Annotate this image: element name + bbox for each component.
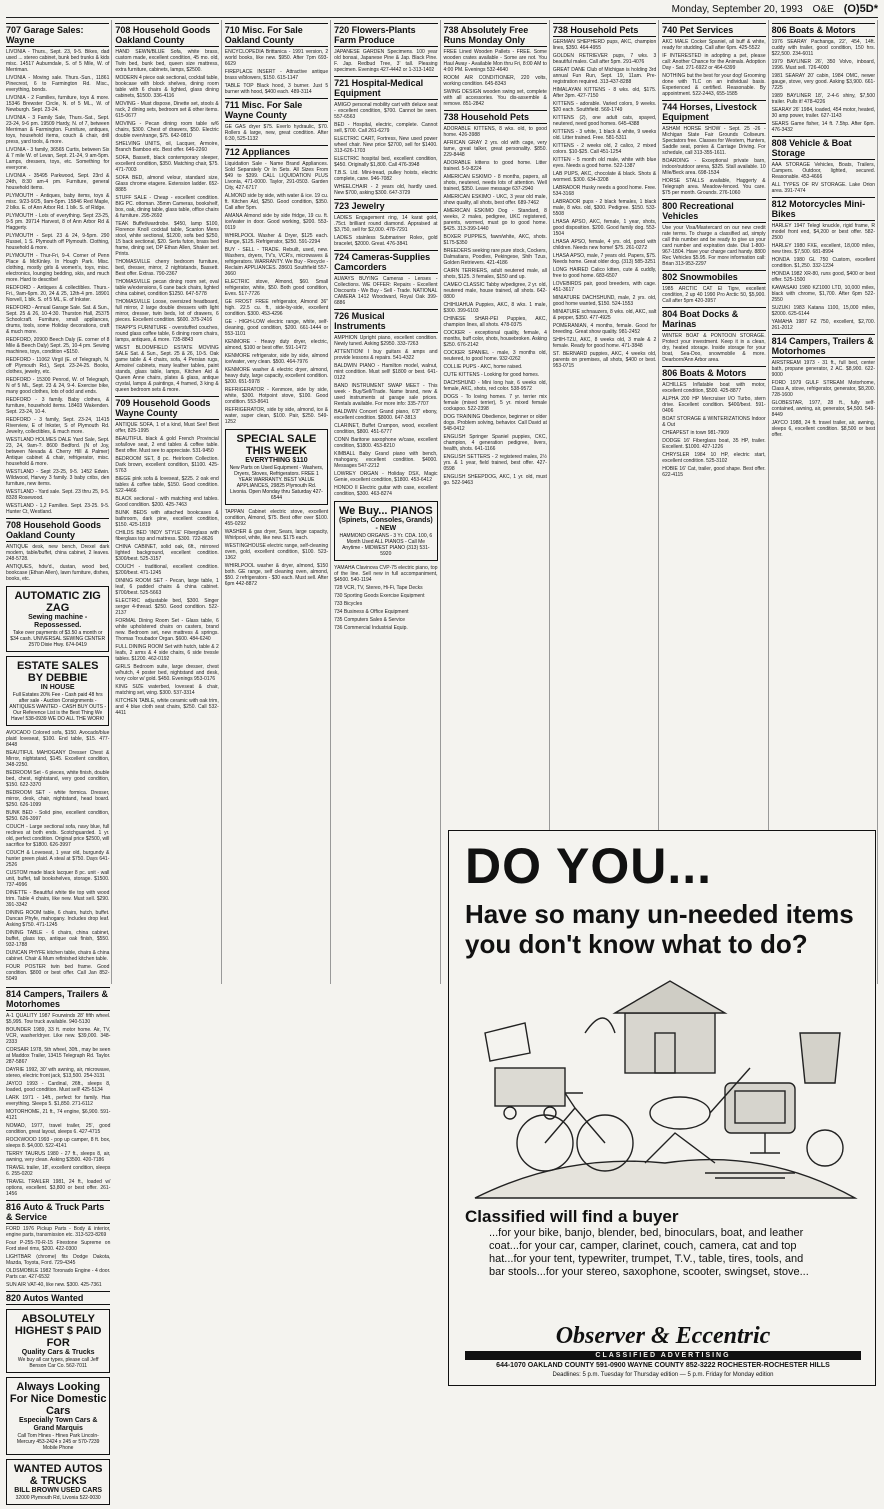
classified-ad: CORSAIR 1978, 5th wheel, 30ft., may be seen at Maddox Trailer, 13415 Telegraph Rd. Taylor. 287-5867 bbox=[6, 1047, 111, 1065]
category-heading: 721 Hospital-Medical Equipment bbox=[334, 76, 437, 100]
classified-ad: LONG HAIRED Calico kitten, cute & cuddly, free to good home. 683-6507 bbox=[552, 267, 657, 279]
classified-ad: WASHER & gas dryer, Sears, large capacity, Whirlpool, white, like new. $175 each. bbox=[224, 529, 329, 541]
classified-ad: 728 VCR, TV, Stereo, Hi-Fi, Tape Decks bbox=[334, 585, 423, 591]
classified-ad: KAWASAKI 1980 KZ1000 LTD, 10,000 miles, black with chrome, $1,700. After 6pm 522-2550 bbox=[771, 285, 875, 303]
classified-ad: DINETTE - Beautiful white tile top with wood trim. Table 4 chairs, like new. Must sell. $290. 391-3342 bbox=[6, 890, 110, 908]
classified-ad: CAIRN TERRIERS, adult neutered male, all shots, $125. 3 females, $150 and up. bbox=[443, 268, 547, 280]
category-heading: 723 Jewelry bbox=[334, 199, 437, 213]
classified-ad: KITTENS (2), one adult cats, spayed, neutered, need good homes. 645-4388 bbox=[552, 115, 657, 127]
category-heading: 707 Garage Sales: Wayne bbox=[6, 23, 109, 47]
classified-ad: ALL TYPES OF RV STORAGE. Lake Orion area. 391-7474 bbox=[771, 182, 875, 194]
classified-ad: TABLE TOP Black hood, 3 burner. Just 5 burner with hood, $400 each. 489-3114 bbox=[224, 83, 329, 95]
classified-ad: PLYMOUTH - Sept. 23 & 24, 9-5pm. 290 Russel, 1 S. Plymouth off Plymouth. Clothing, household & more. bbox=[6, 233, 110, 251]
classified-ad: CUTE KITTENS - Looking for good homes. bbox=[443, 372, 540, 378]
classified-ad: TERRY TAURUS 1980 - 27 ft., sleeps 8, air, awning, very clean. Asking $3500. 420-7186 bbox=[6, 1151, 111, 1163]
classified-ad: BOUNDER 1989, 33 ft. motor home. Air, TV, VCR, washer/dryer. Like new. $39,000. 348-2333 bbox=[6, 1027, 111, 1045]
classified-ad: BOAT STORAGE & WINTERIZATIONS Indoor & Out bbox=[662, 416, 766, 428]
classified-ad: AMERICAN ESKIMO - UKC, 3 year old male, show quality, all shots, best offer. 689-7462 bbox=[443, 194, 547, 206]
classified-ad: PLYMOUTH - Lots of everything. Sept 23-25, 9-5 pm. 39714 Harvest, 8 of Ann Arbor Rd & Haggerty. bbox=[6, 213, 110, 231]
classified-ad: DODGE 16' Fiberglass boat, 35 HP, trailer. Excellent. $1000. 427-1226 bbox=[662, 438, 766, 450]
classified-ad: BED - Hospital, electric, complete. Cannot sell, $700. Call 261-6279 bbox=[334, 122, 438, 134]
display-ad-med-text: BILL BROWN USED CARS bbox=[14, 1487, 103, 1494]
classified-ad: PLYMOUTH - Thur-Fri, 9-4. Corner of Penn Place & McKinley. In Hough Park. Misc. clothing, mostly girls & women's, toys, misc. electronics, lounging bedding, skis, and much more. Hard to describe! bbox=[6, 253, 110, 283]
classified-ad: MOTORHOME, 21 ft., 74 engine, $6,900. 591-4121 bbox=[6, 1109, 111, 1121]
classified-ad: IF INTERESTED in adopting a pet, please call: Another Chance for the Animals. Adoption Day - Sat. 271-6922 or 464-6399 bbox=[662, 53, 766, 71]
category-heading: 711 Misc. For Sale Wayne County bbox=[225, 98, 328, 122]
display-ad-box bbox=[6, 656, 109, 726]
display-ad-big-text: WANTED AUTOS & TRUCKS bbox=[13, 1463, 103, 1487]
classified-ad: LOWREY ORGAN - Holiday DSX, Magic Genie, excellent condition, $1800. 453-6412 bbox=[334, 471, 438, 483]
classified-ad: WHIRLPOOL washer & dryer, almond, $150 both. GE range, self cleaning oven, almond, $50. 2 refrigerators - $30 each. Must sell. After 6pm 442-8872 bbox=[224, 563, 329, 587]
classified-ad: ELECTRIC CART, Fortress, New used power wheel chair. New price $2700, sell for $1400. 313-626-1703 bbox=[334, 136, 438, 154]
classified-ad: KENMORE - Heavy duty dryer, electric, almond, $100 or best offer. 591-1472 bbox=[224, 339, 329, 351]
display-ad-box bbox=[6, 1309, 110, 1373]
display-ad-sm-text: 32000 Plymouth Rd, Livonia 522-0030 bbox=[15, 1495, 101, 1501]
category-heading: 806 Boats & Motors bbox=[772, 23, 875, 37]
classified-ad: JAPANESE GARDEN Specimens. 100 year old bonsai, Japanese Pine & Jap. Black Pine. F. Jap. Redbud Tree, 3' tall. Pleasing specimen. Evenings 427-4442 or 1-313-1402 bbox=[334, 49, 438, 73]
promo-phone-numbers: 644-1070 OAKLAND COUNTY 591-0900 WAYNE COUNTY 852-3222 ROCHESTER-ROCHESTER HILLS bbox=[496, 1362, 830, 1369]
classified-ad: LIGHTBAR (chrome) fits Dodge Dakota, Mazda, Toyota, Ford. 729-4345 bbox=[6, 1254, 111, 1266]
page-number: (O)5D* bbox=[843, 3, 878, 15]
classified-ad: WESTLAND HOLMES DALE Yard Sale, Sept. 23, 24, 9am-?. 8600 Bedford. (N of Joy, between Nevada & Cherry Hill & Palmer) Antique cabinet & chair, refrigerator, misc. household & more. bbox=[6, 437, 110, 467]
classified-ad: LIVONIA - Moving sale. Thurs.-Sun., 11861 Pinecrest, 6 to Farmington Rd. Misc., everything, bonds. bbox=[6, 75, 110, 93]
classified-ad: ENGLISH SHEEPDOG, AKC, 1 yr. old, must go. 522-9463 bbox=[443, 474, 547, 486]
classified-ad: GE GAS dryer $75. Everlo hydraulic, $70. Rollers & large, new, great condition. After 6:30, 525-1132 bbox=[224, 124, 329, 142]
classified-ad: ACHILLES Inflatable boat with motor, excellent condition, $500. 425-8877 bbox=[662, 382, 766, 394]
category-heading: 738 Absolutely Free Runs Monday Only bbox=[444, 23, 547, 47]
classified-ad: AMERICAN ESKIMO - 8 months, papers, all shots, neutered, needs lots of attention. Well trained, $350. Leave message 637-2940 bbox=[443, 174, 547, 192]
classified-ad: BEDROOM Set - 6 pieces, white finish, double bed, chest, nightstand, very good condition, $150. 622-3370 bbox=[6, 770, 110, 788]
classified-ad: YAMAHA Clavinova CVP-75 electric piano, top of the line. Sell new in full accompaniment, $4500. 540-1194 bbox=[334, 565, 438, 583]
classified-ad: ANTIQUE desk, new bench, Drexel dark modern, table/buffet, china cabinet, 2 leaves. 248-5728. bbox=[6, 544, 110, 562]
classified-ad: CHILDS BED 'INDY STYLE' Fiberglass with fiberglass top and mattress. $300. 722-8626 bbox=[115, 530, 219, 542]
display-ad-box bbox=[6, 586, 109, 652]
classified-ad: T.B.S. Ltd. Mini-tread, pulley hoists, electric complete, cane. 946-7082 bbox=[334, 170, 438, 182]
classified-ad: WEST BLOOMFIELD ESTATE MOVING SALE Sat. & Sun., Sept. 25 & 26, 10-5. Oak game table & 4 chairs, sofa, 4 Persian rugs, Armoire/ cabinets, many leather tables, paint stands, glass table, lamps, Kitchen Aid & Queen Anne chairs, plates & glass, antique crystal, lamps & paintings, 4 framed, 3 king & queen bedroom sets & more. bbox=[115, 345, 219, 393]
classified-ad: REFRIGERATOR, side by side, almond, ice & water, super clean, $100. Pair, $250. 549-1252 bbox=[224, 407, 329, 425]
promo-headline: DO YOU... bbox=[465, 838, 713, 894]
promo-subhead: Have so many un-needed items you don't know what to do? bbox=[465, 899, 854, 959]
classified-ad: ALMOND side by side, with water & ice. 19 cu. ft. Kitchen Aid, $250. Good condition, $350. Call after 5pm. bbox=[224, 193, 329, 211]
page-header bbox=[6, 2, 878, 16]
category-heading: 744 Horses, Livestock Equipment bbox=[662, 100, 765, 124]
classified-ad: WINTER BOAT & PONTOON STORAGE. Protect your investment. Keep it in a clean, dry, heated storage. Inside storage for your boat, Sea-Doo, snowmobile & more. Dearborn/Ann Arbor area. bbox=[662, 333, 766, 363]
classified-ad: LIVONIA - Thurs., Sept. 23, 9-5. Bikes, dad used ... stereo cabinet, bunk bed trunks & kids misc. 14517 Auburndale, S. of 5 Mile, W. of Merriman. bbox=[6, 49, 110, 73]
classified-ad: DUNCAN PHYFE kitchen table, chairs & china cabinet. Chair & Mum refinished kitchen table. bbox=[6, 950, 110, 962]
classified-column bbox=[115, 20, 221, 984]
classified-ad: WESTINGHOUSE electric range, self-cleaning oven, gold, excellent condition, $100. 523-1362 bbox=[224, 543, 329, 561]
classified-ad: LHASA APSO, male, 7 years old. Papers, $75. Needs home. Great older dog. (313) 585-3251 bbox=[552, 253, 657, 265]
classified-ad: MINIATURE schnauzers, 8 wks. old, AKC, salt & pepper, $350. 477-4925 bbox=[552, 309, 657, 321]
category-heading: 814 Campers, Trailers & Motorhomes bbox=[771, 336, 874, 356]
classified-ad: ST. BERNARD puppies, AKC, 4 weeks old, parents on premises, all shots, $400 or best. 953-0715 bbox=[552, 351, 657, 369]
classified-ad: DOG TRAINING Obedience, beginner or older dogs. Problem solving, behavior. Call David at 548-0412 bbox=[443, 414, 547, 432]
classified-ad: FREE Lined Wooden Pallets - FREE. Some wooden crates available - Some are not. You Haul Away - Available Mon thru Fri, 8:00 AM to 4:00 PM. Evenings 532-4640 bbox=[443, 49, 547, 73]
classified-ad: CAMEO CLASSIC Tabby w/pedigree, 2 yr. old, neutered male, house trained, all shots. 642-0800 bbox=[443, 282, 547, 300]
classified-ad: BIEGE pink sofa & loveseat, $225. 2 oak end tables & coffee table, $150. Good condition. 522-4466 bbox=[115, 476, 219, 494]
classified-ad: WHEELCHAIR - 2 years old, hardly used. New $700, asking $300. 647-3729 bbox=[334, 184, 438, 196]
classified-ad: BUNK BEDS with attached bookcases & bathroom, dark pine, excellent condition, $150. 425-1819 bbox=[115, 510, 219, 528]
category-heading: 814 Campers, Trailers & Motorhomes bbox=[6, 987, 110, 1011]
classified-ad: ATTENTION! I buy guitars & amps and provide lessons & repairs. 541-4322 bbox=[334, 349, 438, 361]
classified-ad: THOMASVILLE pecan dining room set, oval table w/extensions, 6 cane back chairs, lighted china cabinet, condition $1250. 647-5778 bbox=[115, 279, 219, 297]
classified-ad: ELECTRIC stove, Almond, $60. Small refrigerator, white, $50. Both good condition, Eves. 517-7726 bbox=[224, 279, 329, 297]
classified-ad: LIVONIA - 2 Families, furniture, toys & more. 15346 Brewster Circle, N. of 5 ML., W. of Newburgh. Sept. 23-24. bbox=[6, 95, 110, 113]
observer-eccentric-logo: Observer & Eccentric bbox=[555, 1323, 771, 1349]
classified-ad: WESTLAND - Sept 23-25, 9-5. 1452 Edwin. Wildwood, Harvey 3 family. 3 baby cribs, den furniture, new items. bbox=[6, 469, 110, 487]
classified-ad: CUSTOM made black lacquer 8 pc. unit - wall unit, buffet, tall bookshelves, storage. $1500. 737-4996 bbox=[6, 870, 110, 888]
classified-ad: ELECTRIC adjustable bed, $300. Singer serger 4-thread. $250. Good condition. 522-2137 bbox=[115, 598, 219, 616]
classified-ad: 733 Bicycles bbox=[334, 601, 363, 607]
display-ad-big-text: AUTOMATIC ZIG ZAG bbox=[14, 590, 101, 614]
classified-ad: DINING TABLE - 6 chairs, china cabinet, buffet, glass top, antique oak finish, $550. 932-1788 bbox=[6, 930, 110, 948]
classified-ad: KENMORE washer & electric dryer, almond, heavy duty, large capacity, excellent condition. $200. 651-5978 bbox=[224, 367, 329, 385]
display-ad-box bbox=[225, 429, 328, 505]
classified-ad: KITCHEN TABLE, white ceramic with oak trim, and 4 blue cloth seat chairs, $250. Call 532-4411 bbox=[115, 698, 219, 716]
classified-ad: HORSE STALLS available, Haggerty & Telegraph area. Meadow-fenced. You care. $75 per month. Grounds. 276-1060 bbox=[662, 178, 766, 196]
classified-ad: COCKER SPANIEL - male, 3 months old, neutered, to good home. 932-0262 bbox=[443, 350, 547, 362]
classified-advertising-band: CLASSIFIED ADVERTISING bbox=[465, 1351, 861, 1360]
classified-ad: REDFORD - Annual Garage Sale. Sat. & Sun., Sept. 25 & 26, 10-4:30. Thurston Hall, 25375 Schoolcraft. Furniture, small appliances, drums, tools, some Holiday decorations, craft & much more. bbox=[6, 305, 110, 335]
classified-column bbox=[6, 20, 112, 984]
category-heading: 808 Vehicle & Boat Storage bbox=[772, 136, 875, 160]
classified-ad: REFRIGERATOR - Kenmore, side by side, white, $300. Hotpoint stove, $100. Good condition. 553-8641 bbox=[224, 387, 329, 405]
classified-ad: LADIES Engagement ring, 14 karat gold, .75ct. brilliant round diamond. Appraised at $3,750, sell for $2,000. 478-7291 bbox=[334, 215, 438, 233]
display-ad-sm-text: We buy all car types, please call Jeff Benson Car Co. 562-7011 bbox=[17, 1357, 99, 1369]
classified-ad: Use your Visa/Mastercard on our new credit rate terms. To charge a classified ad, simply call this number and be ready to give us your card number and expiration date. Dial 1-800-967-1804. Have your charge card handy. 8800 Rec Vehicles $5.95. For more information call: Brian 313-953-2297 bbox=[662, 225, 766, 267]
classified-ad: ANTIQUES, hdw'd., dustan, wood bed, bookcase (Ethan Allen), lawn furniture, dishes, books, etc. bbox=[6, 564, 110, 582]
display-ad-box bbox=[6, 1459, 110, 1505]
category-heading: 806 Boats & Motors bbox=[662, 366, 765, 380]
paper-name: O&E bbox=[812, 3, 834, 15]
classified-ad: ASHAM HORSE SHOW - Sept. 25 -26 - Michigan State Fair Grounds Coliseum. Spectators free. Classes for Western, Hunters, Saddle seat, ponies & Carriage Driving. For schedule, call 313-355-1611. bbox=[662, 126, 766, 156]
classified-ad: TRAPP'S FURNITURE - overstuffed couches, round glass coffee table, 6 dining room chairs, lamps, antiques, & more. 735-8843 bbox=[115, 325, 219, 343]
classified-ad: MOVING - Must dispose, Dinette set, stools & rack, 2 dining sets, bedroom set & other items. 615-0677 bbox=[115, 101, 219, 119]
classified-ad: CONN Baritone saxophone w/case, excellent condition, $1800. 453-8210 bbox=[334, 437, 438, 449]
classified-ad: LIVONIA - 3 family, 36565 Curtis, between Six & 7 mile W. of Levan, Sept. 21-24, 9 am-5pm. Lamps, dressers, toys, etc. Something for everyone. bbox=[6, 147, 110, 171]
classified-ad: REDFORD - 3 family, Sept. 23-24, 11415 Riverview, E of Inkster, S of Plymouth Rd. Jewelry, collectibles, & much more. bbox=[6, 417, 110, 435]
classified-ad: 1979 BAYLINER 26', 350 Volvo, inboard, 1996. Must sell. 726-4000 bbox=[771, 59, 875, 71]
classified-ad: BLACK sectional - with matching end tables. Good condition. $200. 425-7463 bbox=[115, 496, 219, 508]
classified-ad: SHELVING UNITS, oil, Lacquer, Armoire, Branch Bamboo etc. Best offer. 646-2260 bbox=[115, 141, 219, 153]
classified-ad: BUNK BED - Solid pine, excellent condition, $250. 626-3997 bbox=[6, 810, 110, 822]
classified-ad: AVOCADO Colored sofa, $150. Avocado/blue plaid loveseat, $100. End table, $15. 477-8448 bbox=[6, 730, 110, 748]
classified-ad: BREEDERS seeking rare pure stock, Cockers, Dalmatians, Poodles, Pekingese, Shih Tzus, Golden Retrievers. 421-4186 bbox=[443, 248, 547, 266]
classified-ad: BALDWIN Concert Grand piano, 6'3" ebony, excellent condition. $8000. 647-3813 bbox=[334, 409, 438, 421]
classified-ad: GOLDEN RETRIEVER pups, 7 wks. 3 beautiful males. Call after 5pm. 291-4076 bbox=[552, 53, 657, 65]
classified-ad: 730 Sporting Goods Exercise Equipment bbox=[334, 593, 425, 599]
category-heading: 738 Household Pets bbox=[553, 23, 656, 37]
classified-ad: GIRLS Bedroom suite, large dresser, chest w/hutch, 4 poster bed, nightstand and desk, ivory color w/ gold. $450. Evenings 953-0176 bbox=[115, 664, 219, 682]
classified-ad: LADIES stainless Submariner Rolex, gold bracelet, $2000. Great. 476-3841 bbox=[334, 235, 438, 247]
classified-ad: SWING DESIGN wooden swing set, complete with all accessories. You dis-assemble & remove. 851-2842 bbox=[443, 89, 547, 107]
classified-ad: LABRADOR Husky needs a good home. Free. 534-3168 bbox=[552, 185, 657, 197]
issue-date: Monday, September 20, 1993 bbox=[671, 3, 803, 15]
category-heading: 816 Auto & Truck Parts & Service bbox=[6, 1200, 110, 1224]
classified-ad: WESTLAND - Yard sale. Sept. 23 thru 25, 9-5. 8328 Rosewood. bbox=[6, 489, 110, 501]
classified-ad: LIVONIA - 3 Family Sale, Thurs.-Sat., Sept. 23-24, 9-6 pm. 19509 Hardy, N. of 7, between Merriman & Farmington. Furniture, antiques, toys, household items, couch & chair, drill press, yard tools, & more. bbox=[6, 115, 110, 145]
classified-ad: DINING ROOM table, 6 chairs, hutch, buffet. Duncan Phyfe, mahogany. Includes drop leaf. Asking $750. 471-1245 bbox=[6, 910, 110, 928]
classified-ad: HONDA 1980 GL 750 Custom, excellent condition. $1,250. 332-1234 bbox=[771, 257, 875, 269]
classified-ad: LARK 1971 - 14ft., perfect for family. Has everything. Sleeps 5. $1,850. 271-6112 bbox=[6, 1095, 111, 1107]
classified-ad: COUCH & Loveseat, 1 year old, burgundy & hunter green plaid. A steal at $750. Days 641-2526 bbox=[6, 850, 110, 868]
classified-ad: HARLEY 1947 Telegl knuckle, rigid frame, R model front end, $4,200 or best offer. 582-2500 bbox=[771, 223, 875, 241]
classified-column bbox=[334, 20, 440, 984]
classified-ad: ELECTRIC hospital bed, excellent condition, $450. Originally $1,800. Call 476-3948 bbox=[334, 156, 438, 168]
classified-ad: FORMAL Dining Room Set - Glass table, 6 white upholstered chairs on casters, brand new. Bedroom set, new mattress & springs. Thomas Troubador Organ. $600. 484-6240 bbox=[115, 618, 219, 642]
classified-ad: SHIH-TZU, AKC, 8 weeks old, 3 male & 2 female. Ready for good home. 471-3848 bbox=[552, 337, 657, 349]
classified-ad: THOMASVILLE cherry bedroom furniture, bed, dresser, mirror, 2 nightstands, Bassett. Best offer. Extras. 790-2367 bbox=[115, 259, 219, 277]
classified-ad: CHINA CABINET, solid oak, 6ft., mirrored lighted background, excellent condition. $300/best. 525-3157 bbox=[115, 544, 219, 562]
classified-ad: AMPHION Upright piano, excellent condition. Newly tuned. Asking $2950. 333-7263 bbox=[334, 335, 438, 347]
display-ad-med-text: EVERYTHING $110 bbox=[245, 457, 308, 464]
category-heading: 724 Cameras-Supplies Camcorders bbox=[334, 250, 437, 274]
classified-ad: HIMALAYAN KITTENS - 8 wks. old, $175. After 3pm. 427-7150 bbox=[552, 87, 657, 99]
classified-ad: MOVING - Pecan dining room table w/6 chairs, $300. Chest of drawers, $50. Electric double oven/range, $75. 642-0810 bbox=[115, 121, 219, 139]
classified-ad: AMIGO personal mobility cart with deluxe seat - excellent condition, $700. Cannot be seen. 557-6563 bbox=[334, 102, 438, 120]
classified-ad: AMANA Almond side by side fridge, 19 cu. ft. ice/water in door. Good working, $200. 553-0119 bbox=[224, 213, 329, 231]
classified-ad: AIRSTREAM 1973 - 31 ft., full bed, center bath, propane generator, 2 AC. $8,900. 622-9000 bbox=[771, 360, 875, 378]
display-ad-med-text: Especially Town Cars & Grand Marquis bbox=[18, 1417, 98, 1432]
classified-ad: CHRYSLER 1984 10 HP, electric start, excellent condition. 525-3102 bbox=[662, 452, 766, 464]
classified-ad: SUZUKI 1983 Katana 1100, 15,000 miles, $2000. 625-6144 bbox=[771, 305, 875, 317]
classified-ad: FIREPLACE INSERT - Attractive antique brass w/blowers, $150. 615-1147 bbox=[224, 69, 329, 81]
classified-ad: AFRICAN GRAY 2 yrs. old with cage, very tame, great talker, great personality. $850. 229-8448 bbox=[443, 140, 547, 158]
promo-deadlines: Deadlines: 5 p.m. Tuesday for Thursday edition — 5 p.m. Friday for Monday edition bbox=[552, 1372, 774, 1378]
display-ad-big-text: Always Looking For Nice Domestic Cars bbox=[9, 1381, 107, 1417]
classified-ad: KITTENS - adorable. Varied colors, 9 weeks. $20 each. Southfield. 569-1749 bbox=[552, 101, 657, 113]
category-heading: 812 Motorcycles Mini-Bikes bbox=[772, 197, 875, 221]
classified-ad: AAA STORAGE Vehicles, Boats, Trailers, Campers. Outdoor, lighted, secured. Reasonable. 453-4666 bbox=[771, 162, 875, 180]
classified-ad: KITTENS - 2 weeks old, 2 calico, 2 mixed colors. $10-$25. Call 451-1254 bbox=[552, 143, 657, 155]
display-ad-med-text: IN HOUSE bbox=[40, 684, 75, 691]
classified-ad: A-1 QUALITY 1987 Fourwinds 28' fifth wheel. $5,995. Tow truck available. 940-5130 bbox=[6, 1013, 111, 1025]
classified-ad: HONDO II Electric guitar with case, excellent condition, $300. 463-8274 bbox=[334, 485, 438, 497]
classified-ad: FULL DINING ROOM Set with hutch, table & 2 leafs, 2 arms & 4 side chairs, 6 side tressle tables. $1200. 462-0192 bbox=[115, 644, 219, 662]
classified-ad: BOXER PUPPIES, fawn/white, AKC, shots. $175-$350 bbox=[443, 234, 547, 246]
classified-ad: TAPPAN Cabinet electric stove, excellent condition, Almond, $75. Best offer over $100. 455-0292 bbox=[224, 509, 329, 527]
promo-body-text: ...for your bike, banjo, blender, bed, binoculars, boat, and leather coat...for your car, camper, clarinet, couch, camera, cat and top hat...for your tent, typewriter, trumpet, T.V., table, tires, tools, and bar stools...for your stereo, saxophone, scooter, swingset, stove... bbox=[489, 1227, 809, 1278]
classified-ad: COUCH - Large sectional sofa, navy blue, full reclines at both ends. Scotchguarded. 1 yr. old, perfect condition. Original price $2500, will sacrifice for $1800. 626-3997 bbox=[6, 824, 110, 848]
header-rule bbox=[6, 17, 878, 18]
classified-ad: MINIATURE DACHSHUND, male, 2 yrs. old, good home wanted, $150. 524-1553 bbox=[552, 295, 657, 307]
classified-ad: ADORABLE kittens to good home. Litter trained. 5-9-8224 bbox=[443, 160, 547, 172]
display-ad-med-text: (Spinets, Consoles, Grands) - NEW bbox=[338, 517, 433, 532]
classified-ad: LIVONIA - 35495 Parkwood, Sept. 23rd & 24th, 8:30 am-4 pm. Furniture, general household items. bbox=[6, 173, 110, 191]
category-heading: 802 Snowmobiles bbox=[662, 270, 765, 284]
display-ad-med-text: Quality Cars & Trucks bbox=[21, 1349, 95, 1356]
classified-ad: ROOM AIR CONDITIONER, 220 volts, working condition. 645-8343 bbox=[443, 75, 547, 87]
classified-ad: CHEAPEST in town 981-7909 bbox=[662, 430, 729, 436]
classified-ad: LABRADOR pups - 2 black females, 1 black male, 8 wks. old, $300. Pedigree. $150. 533-5508 bbox=[552, 199, 657, 217]
classified-ad: NOTHING but the best for your dog! Grooming done with TLC on an individual basis. Experienced & certified. Reasonable. By appointment. 522-2443, 655-1585 bbox=[662, 73, 766, 97]
display-ad-sm-text: Full Estates 20% Fee - Cash paid 48 hrs after sale - Auction Consignments - ANTIQUES WANTED - CASH BUY OUTS - Our Reference List is the Best Thing We Have! 538-0939 WE DO ALL THE WORK! bbox=[9, 692, 107, 722]
category-heading: 712 Appliances bbox=[225, 145, 328, 159]
classified-ad: TEAK Buffet/wardrobe. $450, lamp $100, Florence Knoll cocktail table, Scanlon Mens stool, white sectional, $1200, sofa bed $250, 15 back sectional, $20. Serta futon, brass bed frame, dining set, DP Ethan Allen, Shaker set. Prints. bbox=[115, 221, 219, 257]
classified-ad: COCKER - exceptional quality, female, 4 months, buff color, shots, housebroken. Asking $250. 676-2142 bbox=[443, 330, 547, 348]
classified-ad: HONDA 1982 XR-80, runs good, $400 or best offer. 525-1500 bbox=[771, 271, 875, 283]
classified-ad: LHASA APSO, AKC, female, 1 year, shots, good disposition. $200. Good family dog. 553-1504 bbox=[552, 219, 657, 237]
classified-ad: MODERN 4 piece oak sectional, cocktail table, bookcase with block shelves, dining room table with 6 chairs & lighted, glass dining cabinets, $1500. 336-4116 bbox=[115, 75, 219, 99]
classified-ad: 1976 SEARAY Pachanga, 22', 454, 14ft. cuddy with trailer, good condition, 150 hrs. $22,500. 234-6011 bbox=[771, 39, 875, 57]
classified-ad: HARLEY 1980 FXE, excellent, 18,000 miles, new tires. $7,500. 681-8994 bbox=[771, 243, 875, 255]
classified-ad: BALDWIN PIANO - Hamilton model, walnut, mint condition. Must sell! $1800 or best. 641-0122 bbox=[334, 363, 438, 381]
classified-ad: FORD 1976 Pickup Parts - Body & interior, engine parts, transmission etc. 313-523-8269 bbox=[6, 1226, 111, 1238]
classified-ad: CHINESE SHAR-PEI Puppies, AKC, champion lines, all shots. 478-0375 bbox=[443, 316, 547, 328]
classified-ad: DINING ROOM SET - Pecan, large table, 1 leaf, 6 padded chairs & china cabinet. $700/best. 525-5663 bbox=[115, 578, 219, 596]
classified-ad: OLDSMOBILE 1982 Toronado Engine - 4 door. Parts car. 427-6532 bbox=[6, 1268, 111, 1280]
category-heading: 710 Misc. For Sale Oakland County bbox=[225, 23, 328, 47]
classified-ad: ALPHA 200 HP Mercruiser I/O Turbo, stern drive. Excellent condition. $400/best. 591-0406 bbox=[662, 396, 766, 414]
classified-ad: REDFORD - 11062 Virgil (E. of Telegraph, N. off Plymouth Rd.), Sept. 23-24-25. Books, clothes, jewelry, etc. bbox=[6, 357, 110, 375]
classified-ad: NOMAD, 1977, travel trailer, 25', good condition, great layout, sleeps 6. 427-4715 bbox=[6, 1123, 111, 1135]
classified-promo-ad bbox=[448, 830, 876, 1386]
classified-ad: CHIHUAHUA Puppies, AKC, 8 wks. 1 male, $300. 399-6103 bbox=[443, 302, 547, 314]
classified-ad: LHASA APSO, female, 4 yrs. old, good with children. Needs new home! $75. 261-0272 bbox=[552, 239, 657, 251]
classified-ad: SEARAY 26' 1984, loaded, 454 motor, heated, 30 amp power, trailer. 627-1143 bbox=[771, 107, 875, 119]
category-heading: 800 Recreational Vehicles bbox=[662, 199, 765, 223]
classified-ad: DAYRIE 1992, 30' wth awning, air, microwave, stereo, electric front jack, $13,500. 254-3131 bbox=[6, 1067, 111, 1079]
classified-ad: ENGLISH Springer Spaniel puppies, CKC, champion, 4 generation pedigree, livers, health, shots. 641-1166 bbox=[443, 434, 547, 452]
display-ad-big-text: ABSOLUTELY HIGHEST $ PAID FOR bbox=[14, 1313, 102, 1349]
display-ad-big-text: ESTATE SALES BY DEBBIE bbox=[16, 660, 99, 684]
display-ad-sm-text: New Parts on Used Equipment - Washers, Dryers, Stoves, Refrigerators. FREE 1 YEAR WARRANTY. BEST VALUE APPLIANCES, 29825 Plymouth Rd. Livonia. Open Monday thru Saturday 427-6544 bbox=[229, 465, 324, 501]
display-ad-box bbox=[334, 501, 437, 561]
classified-column bbox=[6, 984, 112, 1509]
classified-ad: BEAUTIFUL MAHOGANY Dresser Chest & Mirror, nightstand, $145. Excellent condition, 348-2250. bbox=[6, 750, 110, 768]
classified-ad: ENCYCLOPEDIA Brittanica - 1991 version, 2 world books, like new. $950. After 7pm 693-6629 bbox=[224, 49, 329, 67]
classified-ad: REDFORD - 15300 Penrod, W. of Telegraph, N of 5 ML, Sept. 23 & 24, 9-4. Exercise bike, many good clothes, lots of odd and ends. bbox=[6, 377, 110, 395]
classified-ad: REDFORD - 3 family. Baby clothes, & furniture, household items. 18403 Wakenden. Sept. 23-24, 10-4. bbox=[6, 397, 110, 415]
display-ad-sm-text: HAMMOND ORGANS - 3 Yr. CDA. 100, 6 Month Used ALL PIANOS - Call Me Anytime - MIDWEST PIANO (313) 531-5920 bbox=[339, 533, 433, 557]
classified-ad: 734 Business & Office Equipment bbox=[334, 609, 409, 615]
classified-ad: TRAVEL trailer, 18', excellent condition, sleeps 6. 255-0202 bbox=[6, 1165, 111, 1177]
category-heading: 720 Flowers-Plants Farm Produce bbox=[334, 23, 437, 47]
classified-ad: KIMBALL Baby Grand piano with bench, mahogany, excellent condition. $4000. Messages 547-2212 bbox=[334, 451, 438, 469]
classified-ad: HAND SEWN/BLUE Sofa, white brass, custom made, excellent condition, 45 mo. old, Twin bed, bunk bed, queen size mattress, extra furniture, cabinets, lamps, $2500. bbox=[115, 49, 219, 73]
classified-ad: Four P-255-70-R-15 Firestone Supreme on Ford steel rims, $200. 422-0300 bbox=[6, 1240, 111, 1252]
classified-ad: ADORABLE KITTENS, 8 wks. old, to good home. 426-3988 bbox=[443, 126, 547, 138]
classified-ad: BOARDING - Exceptional private barn, indoor/outdoor arena, $325. Stall available. 10 Mile/Beck area. 698-1534 bbox=[662, 158, 766, 176]
classified-ad: DACHSHUND - Mini long hair, 6 weeks old, female, AKC, shots, red color. 538-9572 bbox=[443, 380, 547, 392]
category-heading: 740 Pet Services bbox=[662, 23, 765, 37]
classified-ad: GE - HIGH-LOW electric range, white, self-cleaning, good condition, $200. 661-1444 or 553-1101 bbox=[224, 319, 329, 337]
classified-ad: POMERANIAN, 4 months, female. Good for breeding. Great show quality. 981-2452 bbox=[552, 323, 657, 335]
category-heading: 708 Household Goods Oakland County bbox=[6, 518, 109, 542]
classified-ad: ENGLISH SETTERS - 2 registered males, 2½ yrs. & 1 year, field trained, best offer. 427-0598 bbox=[443, 454, 547, 472]
classified-ad: Liquidation Sale - Name Brand Appliances. Sold Separately Or In Sets. All Sizes From $49 to $399. CALL LIQUIDATION PLUS Livonia, 471-0000. Taylor, 291-0503. Garden City, 427-6717 bbox=[224, 161, 329, 191]
category-heading: 708 Household Goods Oakland County bbox=[115, 23, 218, 47]
classified-ad: COLLIE PUPS - AKC, home raised. bbox=[443, 364, 523, 370]
classified-ad: BAND INSTRUMENT SWAP MEET - This week - Buy/Sell/Trade. Name brand, new & used instruments at garage sale prices. Rentals available. For more info: 335-7707 bbox=[334, 383, 438, 407]
classified-ad: KITTENS - 3 white, 1 black & white, 9 weeks old. Litter trained. Free. 581-5311 bbox=[552, 129, 657, 141]
classified-ad: WESTLAND - 1,2 Families. Sept. 23-25. 9-5. Hunter Ct, Westland. bbox=[6, 503, 110, 515]
classified-ad: LOVEBIRDS pair, good breeders, with cage. 451-3617 bbox=[552, 281, 657, 293]
display-ad-big-text: We Buy... PIANOS bbox=[338, 505, 433, 517]
classified-ad: REDFORD, 20900 Beech Daly (E. corner of 8 Mile & Beech Daly) Sept. 25, 10-4 pm. Sewing machines, toys, condition +$150. bbox=[6, 337, 110, 355]
classified-ad: KITTEN - 5 month old male, white with blue eyes. Needs a good home. 522-1387 bbox=[552, 157, 657, 169]
category-heading: 820 Autos Wanted bbox=[6, 1291, 110, 1305]
classified-ad: 1985 ARCTIC CAT El Tigre, excellent condition, 2 up 40 1990 Pro Arctic 50, $5,900. Call after 5pm 420-3957 bbox=[662, 286, 766, 304]
classified-ad: GREAT DANE Club of Michigan is holding 3rd annual Fun Run, Sept. 19, 11am. Pre-registration required. 313-437-8288 bbox=[552, 67, 657, 85]
classified-ad: 1981 SEARAY 20' cabin, 1984 OMC, newer gauge, stove, very good. Asking $3,900. 661-7225 bbox=[771, 73, 875, 91]
classified-ad: AKC MALE Cocker Spaniel, all buff & white, ready for studding. Call after 6pm. 425-5522 bbox=[662, 39, 766, 51]
classified-ad: BEDROOM SET - white formica. Dresser, mirror, desk, chair, nightstand, head board. $250. 626-1099 bbox=[6, 790, 110, 808]
classified-ad: ALWAYS BUYING Cameras - Lenses - Collections. WE OFFER: Repairs - Excellent Discounts - We Buy - Sell - Trade. NATIONAL CAMERA 1412 Woodward, Royal Oak 399-6886 bbox=[334, 276, 438, 306]
junk-pile-illustration bbox=[465, 973, 861, 1205]
classified-ad: SUN AIR VAT-40, like new. $300. 425-7361 bbox=[6, 1282, 102, 1288]
classified-ad: HOBIE 16' Cat, trailer, good shape. Best offer. 622-4115 bbox=[662, 466, 766, 478]
classified-ad: GLOBESTAR, 1977, 28 ft., fully self-contained, awning, air, generator, $4,500. 549-8449 bbox=[771, 400, 875, 418]
category-heading: 709 Household Goods Wayne County bbox=[115, 396, 218, 420]
display-ad-big-text: SPECIAL SALE THIS WEEK bbox=[236, 433, 317, 457]
classified-ad: BEAUTIFUL black & gold French Provincial sofa/love seat, 2 end tables & coffee table. Best offer. Must see to appreciate. 531-9450 bbox=[115, 436, 219, 454]
classified-ad: GERMAN SHEPHERD pups, AKC, champion lines, $350. 464-4955 bbox=[552, 39, 657, 51]
classified-ad: FOUR POSTER twin bed frame. Good condition. $800 or best offer. Call Jan 852-5049 bbox=[6, 964, 110, 982]
category-heading: 738 Household Pets bbox=[444, 110, 547, 124]
classified-ad: COUCH - traditional, excellent condition. $200/best. 471-1245 bbox=[115, 564, 219, 576]
classified-ad: AMERICAN ESKIMO Dog - Standard, 8 weeks, 2 males, pedigree, UKC registered, parents, wormed, must go to good home. $425. 313-399-1440 bbox=[443, 208, 547, 232]
classified-ad: GE FROST FREE refrigerator, Almond 36" high. 22.5 cu. ft., side-by-side, excellent condition. $300. 453-4296 bbox=[224, 299, 329, 317]
classified-ad: 735 Computers Sales & Service bbox=[334, 617, 405, 623]
category-heading: 804 Boat Docks & Marinas bbox=[662, 307, 765, 331]
classified-ad: JAYCO 1993 - Cardinal, 26ft., sleeps 8, loaded, good condition. Must sell! 425-5134 bbox=[6, 1081, 111, 1093]
classified-ad: ANTIQUE SOFA, 1 of a kind, Must See! Best offer, 825-1995 bbox=[115, 422, 219, 434]
classified-ad: DOGS - To loving homes. 7 yr. terrier mix female (mixed terrier), 5 yr. mixed female cockapoo. 522-2398 bbox=[443, 394, 547, 412]
promo-tagline: Classified will find a buyer bbox=[465, 1207, 679, 1226]
display-ad-sm-text: Take over payments of $3.50 a month or $34 cash. UNIVERSAL SEWING CENTER 2570 Dixie Hwy. 674-0419 bbox=[10, 630, 106, 648]
classified-ad: PLYMOUTH - Antiques, baby items, toys & misc. 9/23-9/25, 9am-5pm. 15846 Red Maple, 2 blks. E. of Ann Arbor Rd. 1 blk. S. of Ridge. bbox=[6, 193, 110, 211]
display-ad-box bbox=[6, 1377, 110, 1455]
classified-ad: 736 Commercial Industrial Equip. bbox=[334, 625, 408, 631]
display-ad-med-text: Sewing machine - Repossessed. bbox=[28, 614, 88, 629]
classified-ad: WHIRLPOOL Washer & Dryer, $125 each. Range, $125. Refrigerator, $250. 591-2294 bbox=[224, 233, 329, 245]
classified-ad: YAMAHA 1987 FZ 750, excellent, $2,700. 261-2012 bbox=[771, 319, 875, 331]
classified-ad: CLARINET, Buffet Crampon, wood, excellent condition, $800. 451-6777 bbox=[334, 423, 438, 435]
classified-ad: BEDROOM SET, 8 pc. Heirloom Collection. Dark brown, excellent condition, $1100. 425-5763 bbox=[115, 456, 219, 474]
classified-ad: JAYCO 1988, 24 ft. travel trailer, air, awning, sleeps 6, excellent condition. $8,500 or best offer. bbox=[771, 420, 875, 438]
classified-ad: ROCKWOOD 1993 - pop up camper, 8 ft. box, sleeps 8. $4,000. 522-4141 bbox=[6, 1137, 111, 1149]
classified-ad: 1989 BAYLINER 18', 2-4-6 shiny, $7,500 trailer. Pulls it! 478-4226 bbox=[771, 93, 875, 105]
classified-ad: THOMASVILLE Loose, oversized headboard, full mirror, 2 large double dressers with light mirror, dresser, twin beds, lot of drawers, 6 pieces. Excellent condition. $600. 375-2416 bbox=[115, 299, 219, 323]
classified-ad: REDFORD - Antiques & collectibles. Thurs.-Fri., 9am-6pm. 20, 24 & 25, 12th-4 pm. 18901 Norvell, 1 blk. S. of 5 ML, E. of Inkster. bbox=[6, 285, 110, 303]
classified-ad: KING SIZE waterbed, loveseat & chair, matching set, wing. $300. 537-3314 bbox=[115, 684, 219, 696]
classified-ad: STUFF SALE - Cheap - excellent condition. BIG PC. ottoman. 35mm Cameras, bookshelf, box, oak, dining table, glass table, office chairs & furniture. 295-2692 bbox=[115, 195, 219, 219]
classified-ad: SOFA, Bassett, black contemporary sleeper, excellent condition, $350. Matching chair, $75. 471-7003 bbox=[115, 155, 219, 173]
display-ad-sm-text: Call Tom Hines - Hines Park Lincoln-Mercury 453-2424 x 245 or 570-7239 Mobile Phone bbox=[16, 1433, 100, 1451]
classified-column bbox=[225, 20, 331, 984]
category-heading: 726 Musical Instruments bbox=[334, 309, 437, 333]
classified-ad: LAB PUPS, AKC, chocolate & black. Shots & wormed. $300. 634-3208 bbox=[552, 171, 657, 183]
classified-ad: BUY - SELL - TRADE. Rebuilt, used, new. Washers, dryers, TV's, VCR's, microwaves & refrigerators. WARRANTY. We Buy - Recycle - Reclaim APPLIANCES. 28601 Southfield 557-3660 bbox=[224, 247, 329, 277]
classified-ad: KENMORE refrigerator, side by side, almond ice/water, very clean. $500. 464-7976 bbox=[224, 353, 329, 365]
classified-ad: FORD 1979 GULF STREAM Motorhome, Class A, stove, refrigerator, generator, $8,200. 728-1600 bbox=[771, 380, 875, 398]
classified-ad: SOFA BED, almond velour, standard size, Glass chrome etagere. Extension ladder. 652-8885 bbox=[115, 175, 219, 193]
classified-ad: SEARS Game fisher, 14 ft. 7.5hp. After 6pm. 476-3432 bbox=[771, 121, 875, 133]
classified-ad: TRAVEL TRAILER 1981, 24 ft., loaded w/ options, excellent. $3,800 or best offer. 261-1456 bbox=[6, 1179, 111, 1197]
